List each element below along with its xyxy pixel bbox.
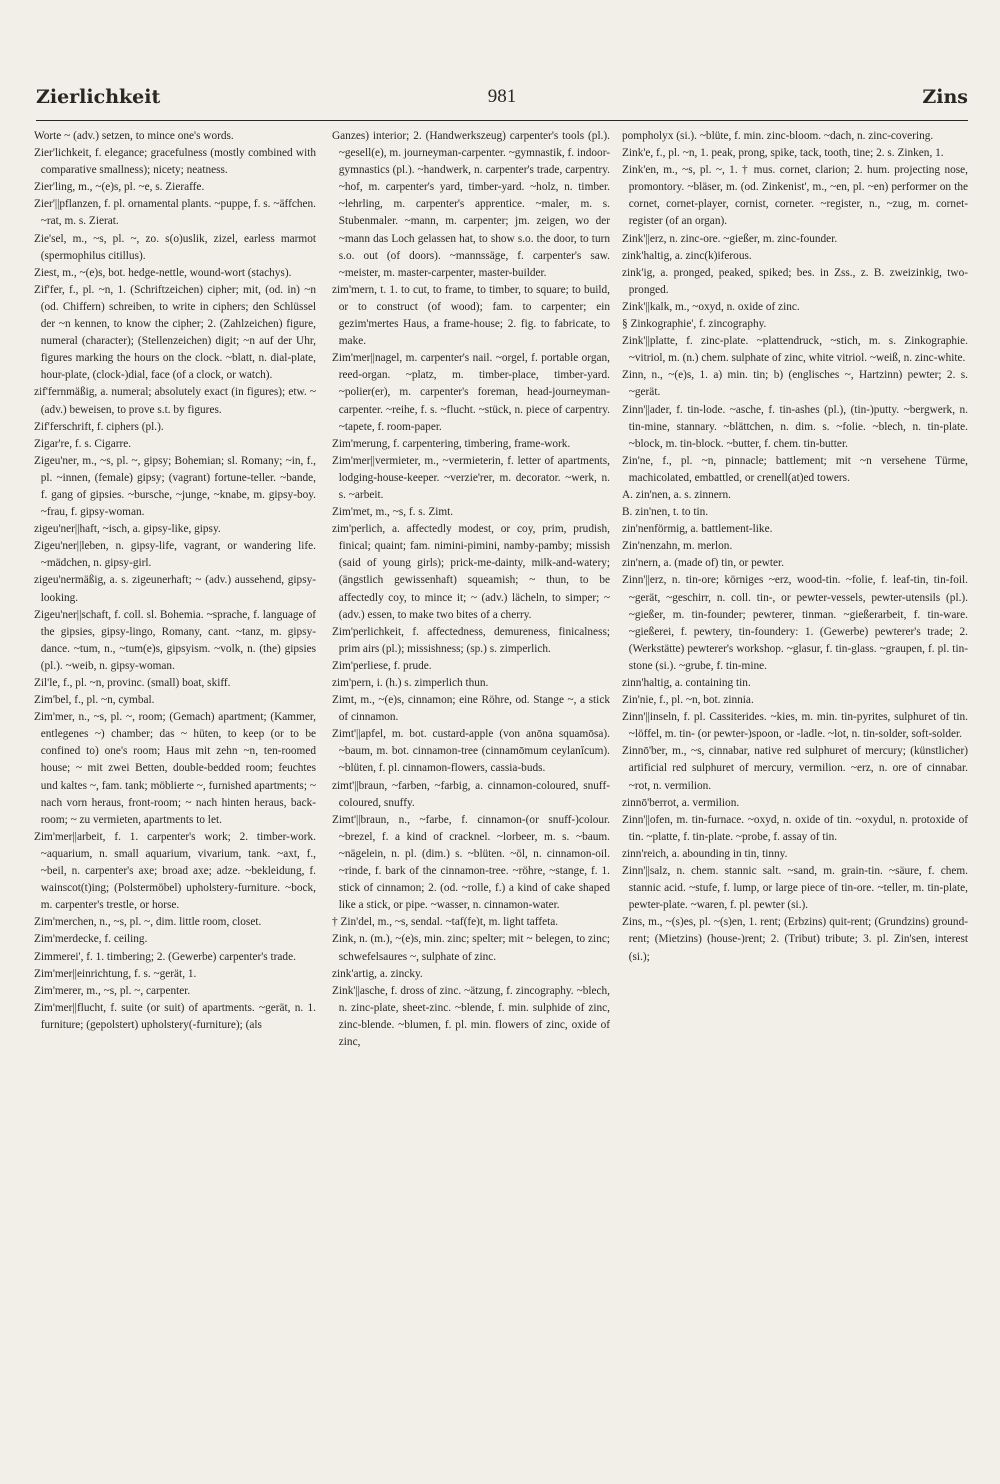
- dictionary-entry: Zinn, n., ~(e)s, 1. a) min. tin; b) (englisches ~, Hartzinn) pewter; 2. s. ~gerät.: [622, 369, 968, 399]
- dictionary-entry: Zinn'||inseln, f. pl. Cassiterides. ~kies, m. min. tin-pyrites, sulphuret of tin. ~löffel, m. tin- (or pewter-)spoon, or -ladle. ~lot, n. tin-solder, soft-solder.: [622, 711, 968, 741]
- dictionary-entry: Zim'perliese, f. prude.: [332, 659, 432, 672]
- dictionary-entry: Zin'nie, f., pl. ~n, bot. zinnia.: [622, 694, 754, 707]
- dictionary-entry: Ziest, m., ~(e)s, bot. hedge-nettle, wound-wort (stachys).: [34, 266, 292, 279]
- dictionary-entry: pompholyx (si.). ~blüte, f. min. zinc-bloom. ~dach, n. zinc-covering.: [622, 130, 934, 142]
- dictionary-entry: zim'pern, i. (h.) s. zimperlich thun.: [332, 677, 489, 689]
- dictionary-entry: zinnō'berrot, a. vermilion.: [622, 796, 740, 809]
- dictionary-entry: Zink'||kalk, m., ~oxyd, n. oxide of zinc.: [622, 300, 800, 313]
- dictionary-entry: Zim'mer||flucht, f. suite (or suit) of apartments. ~gerät, n. 1. furniture; (gepolstert) upholstery(-furniture); (als: [34, 1001, 316, 1031]
- dictionary-entry: Zigeu'ner||leben, n. gipsy-life, vagrant, or wandering life. ~mädchen, n. gipsy-girl.: [34, 540, 316, 570]
- dictionary-entry: Zim'merung, f. carpentering, timbering, frame-work.: [332, 437, 571, 450]
- dictionary-entry: zinn'reich, a. abounding in tin, tinny.: [622, 847, 788, 860]
- dictionary-entry: Zink'||erz, n. zinc-ore. ~gießer, m. zinc-founder.: [622, 232, 838, 245]
- dictionary-entry: Zim'mer, n., ~s, pl. ~, room; (Gemach) apartment; (Kammer, entlegenes ~) chamber; das ~ hüten, to keep (or to be confined to) one's room; Haus mit zehn ~n, ten-roomed house; ~ mit zwei Betten, double-bedded room; feuchtes und kaltes ~, fam. tank; möblierte ~, furnished apartments; ~ nach vorn heraus, front-room; ~ nach hinten heraus, back-room; ~ zu vermieten, apartments to let.: [34, 711, 316, 826]
- dictionary-entry: Zin'ne, f., pl. ~n, pinnacle; battlement; mit ~n versehene Türme, machicolated, embattled, or crenell(at)ed towers.: [622, 454, 968, 484]
- dictionary-entry: Zink'en, m., ~s, pl. ~, 1. † mus. cornet, clarion; 2. hum. projecting nose, promontory. ~bläser, m. (od. Zinkenist', m., ~en, pl. ~en) performer on the cornet, cornet-player, cornist, corneter. ~register, n., ~zug, m. cornet-register (of an organ).: [622, 164, 968, 228]
- dictionary-entry: § Zinkographie', f. zincography.: [622, 318, 767, 331]
- dictionary-entry: zim'perlich, a. affectedly modest, or coy, prim, prudish, finical; quaint; fam. nimini-pimini, namby-pamby; missish (said of young girls); prick-me-dainty, milk-and-watery; (ängstlich gewissenhaft) squeamish; ~ thun, to be affectedly coy, to mince it; ~ (adv.) lächeln, to simper; ~ (adv.) essen, to make two bites of a cherry.: [332, 523, 610, 621]
- dictionary-entry: Zinn'||salz, n. chem. stannic salt. ~sand, m. grain-tin. ~säure, f. chem. stannic acid. ~stufe, f. lump, or large piece of tin-ore. ~teller, m. tin-plate, pewter-plate. ~waren, f. pl. pewter (si.).: [622, 865, 968, 912]
- dictionary-entry: Zimt'||apfel, m. bot. custard-apple (von anōna squamōsa). ~baum, m. bot. cinnamon-tree (cinnamōmum ceylanĭcum). ~blüten, f. pl. cinnamon-flowers, cassia-buds.: [332, 728, 610, 775]
- dictionary-entry: Ganzes) interior; 2. (Handwerkszeug) carpenter's tools (pl.). ~gesell(e), m. journeyman-carpenter. ~gymnastik, f. indoor-gymnastics (pl.). ~handwerk, n. carpenter's trade, carpentry. ~hof, m. carpenter's yard, timber-yard. ~holz, n. timber. ~lehrling, m. carpenter's apprentice. ~maler, m. s. Stubenmaler. ~mann, m. carpenter; jm. zeigen, wo der ~mann das Loch gelassen hat, to show s.o. the door, to turn s.o. out (of doors). ~mannssäge, f. carpenter's saw. ~meister, m. master-carpenter, master-builder.: [332, 130, 610, 279]
- dictionary-entry: Zin'nenzahn, m. merlon.: [622, 540, 733, 553]
- dictionary-entry: Zinn'||erz, n. tin-ore; körniges ~erz, wood-tin. ~folie, f. leaf-tin, tin-foil. ~gerät, ~geschirr, n. coll. tin-, or pewter-vessels, pewter-utensils (pl.). ~gießer, m. tin-founder; pewterer, tinman. ~gießerarbeit, f. tin-ware. ~gießerei, f. pewtery, tin-foundery: 1. (Gewerbe) pewterer's trade; 2. (Werkstätte) pewterer's workshop. ~glasur, f. tin-glass. ~graupen, f. pl. tin-stone (si.). ~grube, f. tin-mine.: [622, 574, 968, 672]
- dictionary-entry: zimt'||braun, ~farben, ~farbig, a. cinnamon-coloured, snuff-coloured, snuffy.: [332, 779, 610, 809]
- dictionary-entry: Zier'ling, m., ~(e)s, pl. ~e, s. Zieraffe.: [34, 181, 205, 194]
- dictionary-entry: Zigeu'ner, m., ~s, pl. ~, gipsy; Bohemian; sl. Romany; ~in, f., pl. ~innen, (female) gipsy; (vagrant) fortune-teller. ~bande, f. gang of gipsies. ~bursche, ~junge, ~knabe, m. gipsy-boy. ~frau, f. gipsy-woman.: [34, 454, 316, 519]
- dictionary-entry: zink'ig, a. pronged, peaked, spiked; bes. in Zss., z. B. zweizinkig, two-pronged.: [622, 266, 968, 296]
- header-left-word: Zierlichkeit: [36, 86, 161, 108]
- dictionary-entry: Zim'mer||einrichtung, f. s. ~gerät, 1.: [34, 967, 197, 980]
- header-right-word: Zins: [922, 86, 968, 108]
- column-middle: [332, 128, 610, 1468]
- dictionary-entry: zif'fernmäßig, a. numeral; absolutely exact (in figures); etw. ~ (adv.) beweisen, to prove s.t. by figures.: [34, 386, 316, 416]
- dictionary-entry: Zil'le, f., pl. ~n, provinc. (small) boat, skiff.: [34, 677, 231, 689]
- dictionary-entry: zinn'haltig, a. containing tin.: [622, 677, 751, 689]
- dictionary-entry: Zins, m., ~(s)es, pl. ~(s)en, 1. rent; (Erbzins) quit-rent; (Grundzins) ground-rent; (Mietzins) (house-)rent; 2. (Tribut) tribute; 3. pl. Zin'sen, interest (si.);: [622, 916, 968, 963]
- dictionary-entry: zink'haltig, a. zinc(k)iferous.: [622, 249, 752, 262]
- dictionary-entry: Zif'fer, f., pl. ~n, 1. (Schriftzeichen) cipher; mit, (od. in) ~n (od. Chiffern) schreiben, to write in ciphers; den Schlüssel der ~n kennen, to know the cipher; 2. (Zahlzeichen) figure, numeral (character); (Stellenzeichen) digit; ~n auf der Uhr, figures marking the hours on the clock. ~blatt, n. dial-plate, hour-plate, (clock-)dial, face (of a clock, or watch).: [34, 283, 316, 382]
- dictionary-entry: Zinn'||ader, f. tin-lode. ~asche, f. tin-ashes (pl.), (tin-)putty. ~bergwerk, n. tin-mine, stannary. ~blättchen, n. dim. s. ~folie. ~blech, n. tin-plate. ~block, m. tin-block. ~butter, f. chem. tin-butter.: [622, 403, 968, 450]
- dictionary-entry: Zim'merdecke, f. ceiling.: [34, 933, 148, 946]
- dictionary-entry: † Zin'del, m., ~s, sendal. ~taf(fe)t, m. light taffeta.: [332, 916, 559, 929]
- dictionary-entry: zin'nern, a. (made of) tin, or pewter.: [622, 557, 785, 570]
- dictionary-entry: Zimmerei', f. 1. timbering; 2. (Gewerbe) carpenter's trade.: [34, 950, 296, 963]
- dictionary-entry: Zinn'||ofen, m. tin-furnace. ~oxyd, n. oxide of tin. ~oxydul, n. protoxide of tin. ~platte, f. tin-plate. ~probe, f. assay of tin.: [622, 813, 968, 843]
- dictionary-entry: B. zin'nen, t. to tin.: [622, 506, 709, 519]
- dictionary-entry: Zif'ferschrift, f. ciphers (pl.).: [34, 420, 164, 433]
- dictionary-entry: Zie'sel, m., ~s, pl. ~, zo. s(o)uslik, zizel, earless marmot (spermophilus citillus).: [34, 232, 316, 262]
- dictionary-entry: zin'nenförmig, a. battlement-like.: [622, 523, 773, 536]
- dictionary-entry: Zink'||asche, f. dross of zinc. ~ätzung, f. zincography. ~blech, n. zinc-plate, sheet-zinc. ~blende, f. min. sulphide of zinc, zinc-blende. ~blumen, f. pl. min. flowers of zinc, oxide of zinc,: [332, 984, 610, 1048]
- dictionary-entry: Zim'mer||vermieter, m., ~vermieterin, f. letter of apartments, lodging-house-keeper. ~verzie'rer, m. decorator. ~werk, n. s. ~arbeit.: [332, 454, 610, 501]
- dictionary-entry: Zim'merer, m., ~s, pl. ~, carpenter.: [34, 984, 191, 997]
- dictionary-entry: zim'mern, t. 1. to cut, to frame, to timber, to square; to build, or to construct (of wood); fam. to carpenter; ein gezim'mertes Haus, a frame-house; 2. fig. to fabricate, to make.: [332, 283, 610, 348]
- dictionary-entry: Zim'met, m., ~s, f. s. Zimt.: [332, 506, 454, 519]
- dictionary-entry: Zimt'||braun, n., ~farbe, f. cinnamon-(or snuff-)colour. ~brezel, f. a kind of cracknel. ~lorbeer, m. s. ~baum. ~nägelein, n. pl. (dim.) s. ~blüten. ~öl, n. cinnamon-oil. ~rinde, f. bark of the cinnamon-tree. ~röhre, ~stange, f. 1. stick of cinnamon; 2. (od. ~rolle, f.) a kind of cake shaped like a stick, or pipe. ~wasser, n. cinnamon-water.: [332, 813, 610, 912]
- dictionary-entry: Zim'perlichkeit, f. affectedness, demureness, finicalness; prim airs (pl.); missishness; (sp.) s. zimperlich.: [332, 625, 610, 655]
- dictionary-entry: Zim'merchen, n., ~s, pl. ~, dim. little room, closet.: [34, 916, 262, 929]
- dictionary-entry: Worte ~ (adv.) setzen, to mince one's words.: [34, 130, 234, 142]
- dictionary-entry: Zimt, m., ~(e)s, cinnamon; eine Röhre, od. Stange ~, a stick of cinnamon.: [332, 694, 610, 724]
- dictionary-entry: Zim'mer||nagel, m. carpenter's nail. ~orgel, f. portable organ, reed-organ. ~platz, m. timber-place, timber-yard. ~polier(er), m. carpenter's foreman, head-journeyman-carpenter. ~reihe, f. s. ~flucht. ~stück, n. piece of carpentry. ~tapete, f. room-paper.: [332, 352, 610, 433]
- page-number: 981: [487, 86, 517, 107]
- dictionary-entry: zigeu'ner||haft, ~isch, a. gipsy-like, gipsy.: [34, 523, 221, 536]
- dictionary-entry: Zink, n. (m.), ~(e)s, min. zinc; spelter; mit ~ belegen, to zinc; schwefelsaures ~, sulphate of zinc.: [332, 933, 610, 963]
- page-header: [36, 86, 968, 121]
- dictionary-entry: Zim'bel, f., pl. ~n, cymbal.: [34, 694, 155, 707]
- dictionary-entry: zink'artig, a. zincky.: [332, 967, 423, 980]
- dictionary-entry: Zink'e, f., pl. ~n, 1. peak, prong, spike, tack, tooth, tine; 2. s. Zinken, 1.: [622, 147, 944, 160]
- dictionary-entry: Zier'||pflanzen, f. pl. ornamental plants. ~puppe, f. s. ~äffchen. ~rat, m. s. Zierat.: [34, 198, 316, 228]
- dictionary-entry: Zink'||platte, f. zinc-plate. ~plattendruck, ~stich, m. s. Zinkographie. ~vitriol, m. (n.) chem. sulphate of zinc, white vitriol. ~weiß, n. zinc-white.: [622, 335, 968, 365]
- dictionary-entry: Zier'lichkeit, f. elegance; gracefulness (mostly combined with comparative smallness); nicety; neatness.: [34, 147, 316, 177]
- dictionary-entry: A. zin'nen, a. s. zinnern.: [622, 488, 732, 501]
- dictionary-entry: Zinnō'ber, m., ~s, cinnabar, native red sulphuret of mercury; (künstlicher) artificial red sulphuret of mercury, vermilion. ~erz, n. ore of cinnabar. ~rot, n. vermilion.: [622, 745, 968, 792]
- column-right: [622, 128, 968, 1468]
- dictionary-entry: Zim'mer||arbeit, f. 1. carpenter's work; 2. timber-work. ~aquarium, n. small aquarium, vivarium, tank. ~axt, f., ~beil, n. carpenter's axe; broad axe; adze. ~bekleidung, f. wainscot(t)ing; (Polstermöbel) upholstery-furniture. ~bock, m. carpenter's trestle, or horse.: [34, 830, 316, 912]
- dictionary-entry: Zigar're, f. s. Cigarre.: [34, 437, 132, 450]
- dictionary-entry: zigeu'nermäßig, a. s. zigeunerhaft; ~ (adv.) aussehend, gipsy-looking.: [34, 574, 316, 604]
- column-left: [34, 128, 316, 1468]
- dictionary-entry: Zigeu'ner||schaft, f. coll. sl. Bohemia. ~sprache, f. language of the gipsies, gipsy-lingo, Romany, cant. ~tanz, m. gipsy-dance. ~tum, n., ~tum(e)s, gipsyism. ~volk, n. (the) gipsies (pl.). ~weib, n. gipsy-woman.: [34, 608, 316, 672]
